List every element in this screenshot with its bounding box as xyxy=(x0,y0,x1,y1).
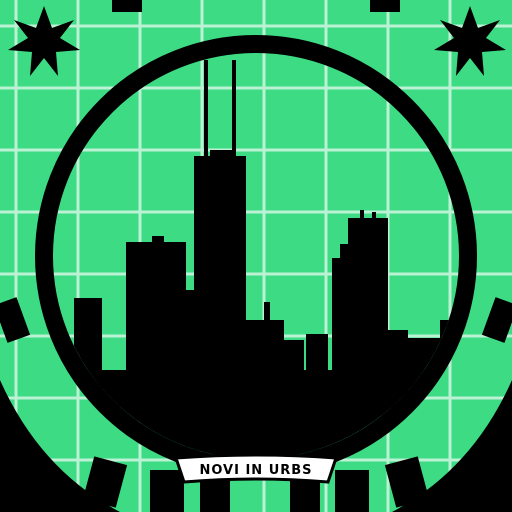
motto-banner xyxy=(176,455,336,482)
motto-text: NOVI IN URBS xyxy=(199,463,313,478)
